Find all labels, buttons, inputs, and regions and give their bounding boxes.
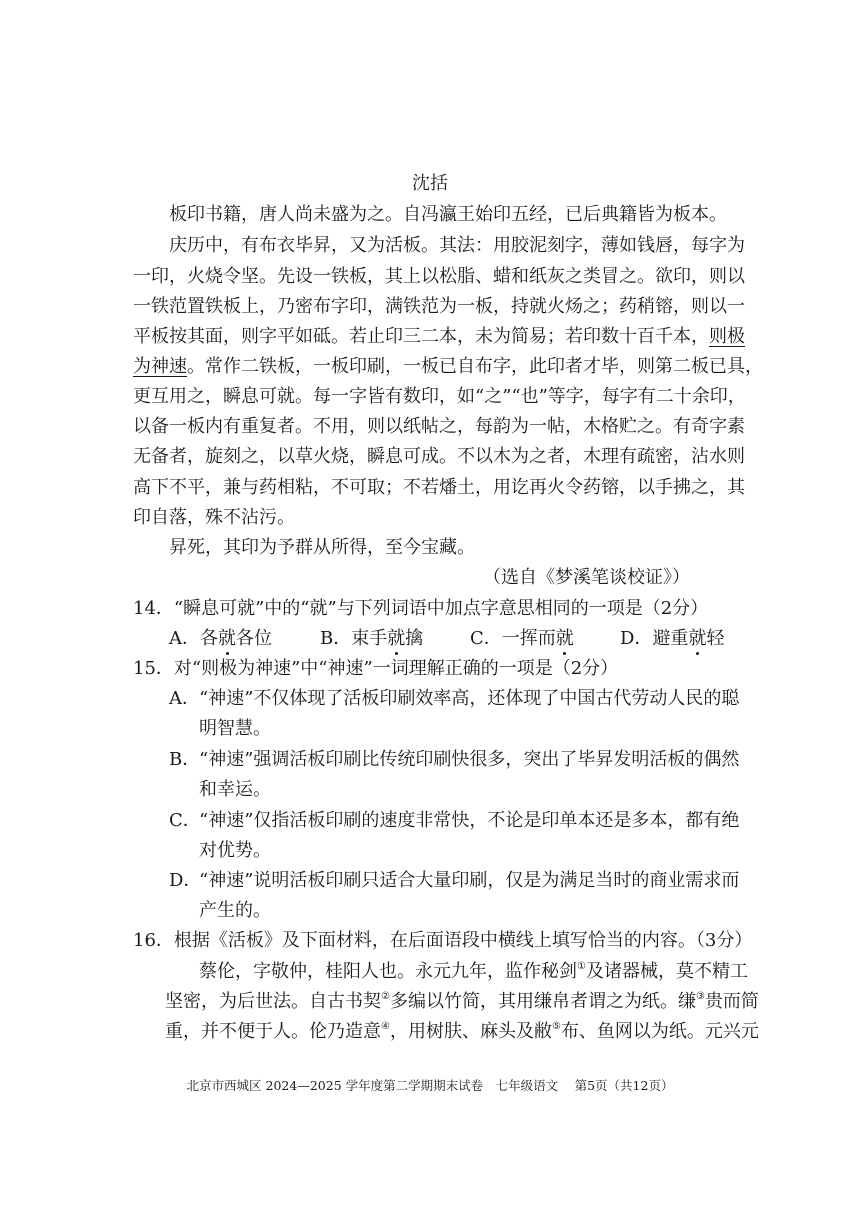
q15-option-d-line-2: 产生的。 (199, 900, 271, 921)
paragraph-2-line-4 (133, 328, 745, 346)
option-letter: C． (470, 628, 502, 649)
q15-option-d-line-1: “神速”说明活板印刷只适合大量印刷，仅是为满足当时的商业需求而 (199, 870, 740, 891)
material-text: 贵而简 (704, 991, 759, 1012)
material-line-2 (165, 993, 759, 1011)
paragraph-2-line-4-text: 平板按其面，则字平如砥。若止印三二本，未为简易；若印数十百千本， (133, 326, 709, 347)
q15-option-b-line-2: 和幸运。 (199, 779, 271, 800)
option-letter: B． (320, 628, 352, 649)
emphasized-char: 就 (688, 628, 707, 649)
paragraph-2-line-3: 一铁范置铁板上，乃密布字印，满铁范为一板，持就火炀之；药稍镕，则以一 (133, 296, 745, 317)
q15-option-b-letter: B． (169, 749, 201, 770)
question-16-stem: 16．根据《活板》及下面材料，在后面语段中横线上填写恰当的内容。（3分） (133, 930, 753, 951)
paragraph-3: 昇死，其印为予群从所得，至今宝藏。 (169, 537, 475, 558)
material-text: 坚密，为后世法。自古书契 (165, 991, 381, 1012)
option-letter: D． (620, 628, 653, 649)
option-text: 各 (200, 628, 218, 649)
q15-option-a-letter: A． (169, 688, 200, 709)
q15-option-c-letter: C． (169, 810, 201, 831)
q15-option-a-line-2: 明智慧。 (199, 718, 271, 739)
q14-option-a (169, 630, 272, 648)
q14-option-b (320, 630, 423, 648)
paragraph-1: 板印书籍，唐人尚未盛为之。自冯瀛王始印五经，已后典籍皆为板本。 (169, 204, 727, 225)
paragraph-2-line-6: 更互用之，瞬息可就。每一字皆有数印，如“之”“也”等字，每字有二十余印， (133, 386, 746, 407)
q14-option-d (620, 630, 724, 648)
question-14-stem: 14．“瞬息可就”中的“就”与下列词语中加点字意思相同的一项是（2分） (133, 598, 709, 619)
q15-option-c-line-2: 对优势。 (199, 840, 271, 861)
emphasized-char: 就 (555, 628, 574, 649)
q15-option-a-line-1: “神速”不仅体现了活板印刷效率高，还体现了中国古代劳动人民的聪 (199, 688, 740, 709)
passage-author: 沈括 (412, 173, 448, 194)
underlined-phrase-part-2: 为神速 (133, 356, 187, 377)
option-text: 避重 (652, 628, 689, 649)
option-text: 一挥而 (501, 628, 556, 649)
paragraph-2-line-8: 无备者，旋刻之，以草火烧，瞬息可成。不以木为之者，木理有疏密，沾水则 (133, 446, 745, 467)
paragraph-2-line-5-text: 。常作二铁板，一板印刷，一板已自布字，此印者才毕，则第二板已具， (187, 356, 763, 377)
question-15-stem: 15．对“则极为神速”中“神速”一词理解正确的一项是（2分） (133, 658, 619, 679)
material-text: 蔡伦，字敬仲，桂阳人也。永元九年，监作秘剑 (199, 961, 577, 982)
option-letter: A． (169, 628, 200, 649)
paragraph-2-line-5 (133, 358, 763, 376)
q14-option-c (470, 630, 574, 648)
material-text: 多编以竹简，其用缣帛者谓之为纸。缣 (389, 991, 696, 1012)
emphasized-char: 就 (387, 628, 406, 649)
footnote-marker: ② (381, 991, 390, 1002)
underlined-phrase-part-1: 则极 (709, 326, 745, 347)
paragraph-2-line-10: 印自落，殊不沾污。 (133, 507, 295, 528)
q15-option-b-line-1: “神速”强调活板印刷比传统印刷快很多，突出了毕昇发明活板的偶然 (199, 749, 740, 770)
option-text: 各位 (236, 628, 272, 649)
q15-option-d-letter: D． (169, 870, 202, 891)
material-text: ，用树肤、麻头及敝 (389, 1021, 552, 1042)
paragraph-2-line-9: 高下不平，兼与药相粘，不可取；不若燔土，用讫再火令药镕，以手拂之，其 (133, 477, 745, 498)
option-text: 轻 (706, 628, 725, 649)
paragraph-2-line-2: 一印，火烧令坚。先设一铁板，其上以松脂、蜡和纸灰之类冒之。欲印，则以 (133, 266, 745, 287)
footnote-marker: ① (577, 961, 586, 972)
source-citation: （选自《梦溪笔谈校证》） (483, 567, 690, 588)
paragraph-2-line-7: 以备一板内有重复者。不用，则以纸帖之，每韵为一帖，木格贮之。有奇字素 (133, 416, 745, 437)
paragraph-2-line-1: 庆历中，有布衣毕昇，又为活板。其法：用胶泥刻字，薄如钱唇，每字为 (169, 235, 745, 256)
material-text: 布、鱼网以为纸。元兴元 (560, 1021, 759, 1042)
option-text: 束手 (351, 628, 388, 649)
page-footer: 北京市西城区 2024—2025 学年度第二学期期末试卷 七年级语文 第5页（共12页） (186, 1078, 674, 1093)
emphasized-char: 就 (218, 628, 236, 649)
q15-option-c-line-1: “神速”仅指活板印刷的速度非常快，不论是印单本还是多本，都有绝 (199, 810, 740, 831)
material-line-3 (165, 1023, 759, 1041)
footnote-marker: ⑤ (551, 1021, 561, 1032)
option-text: 擒 (405, 628, 424, 649)
footnote-marker: ③ (695, 991, 705, 1002)
material-text: 重，并不便于人。伦乃造意 (165, 1021, 381, 1042)
material-text: 及诸器械，莫不精工 (585, 961, 748, 982)
material-line-1 (199, 963, 748, 981)
footnote-marker: ④ (381, 1021, 390, 1032)
